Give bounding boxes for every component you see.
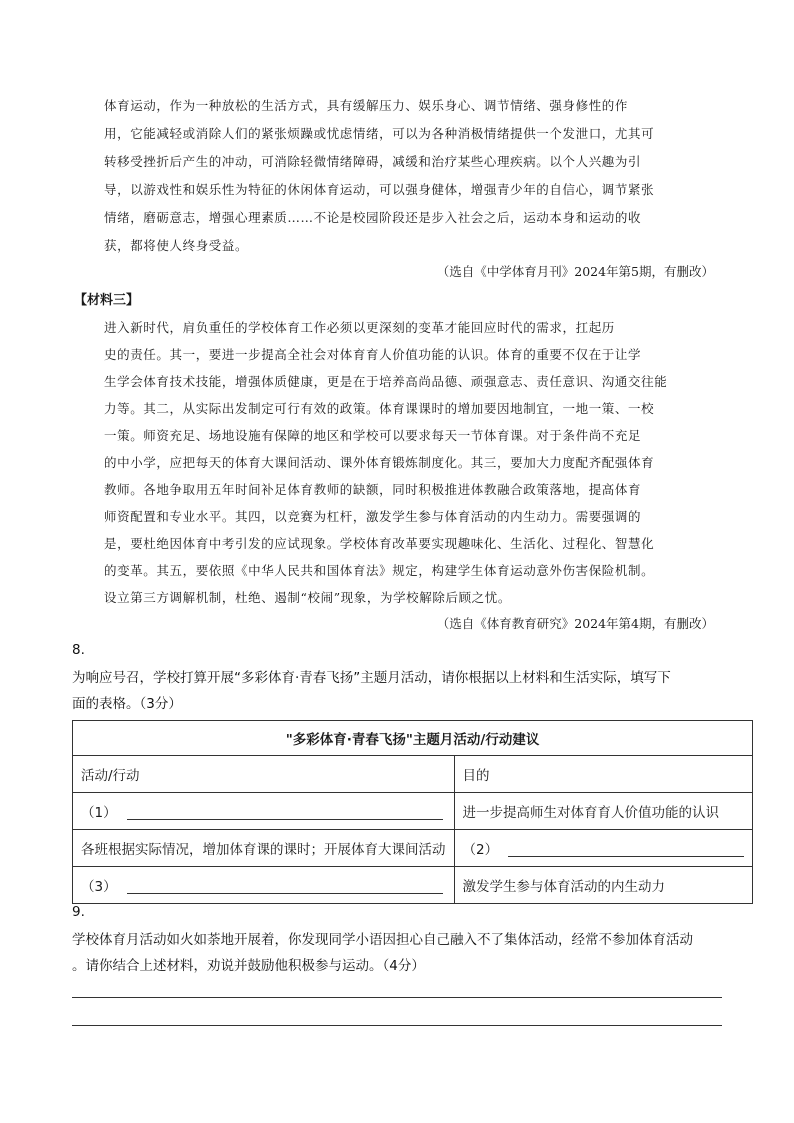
answer-line-2[interactable] [72, 1024, 722, 1026]
column-header-activity: 活动/行动 [73, 756, 455, 793]
material2-line: 导，以游戏性和娱乐性为特征的休闲体育运动，可以强身健体，增强青少年的自信心，调节紧张 [104, 182, 655, 197]
blank-number-3: （3） [81, 879, 117, 895]
table-row [73, 830, 753, 867]
material3-line: 力等。其二，从实际出发制定可行有效的政策。体育课课时的增加要因地制宜，一地一策、一校 [104, 401, 655, 416]
table-title: "多彩体育·青春飞扬"主题月活动/行动建议 [73, 721, 753, 756]
material3-line: 师资配置和专业水平。其四，以竞赛为杠杆，激发学生参与体育活动的内生动力。需要强调的 [104, 509, 642, 524]
material3-line: 的变革。其五，要依照《中华人民共和国体育法》规定，构建学生体育运动意外伤害保险机制。 [104, 563, 655, 578]
answer-blank-3[interactable] [127, 881, 443, 894]
question-9-number: 9. [72, 904, 85, 920]
question-9-prompt-line1: 学校体育月活动如火如荼地开展着，你发现同学小语因担心自己融入不了集体活动，经常不参加体育活动 [72, 932, 693, 948]
material3-line: 史的责任。其一，要进一步提高全社会对体育育人价值功能的认识。体育的重要不仅在于让学 [104, 347, 642, 362]
table-row [73, 793, 753, 830]
purpose-cell-3: 激发学生参与体育活动的内生动力 [454, 867, 753, 904]
material3-line: 设立第三方调解机制，杜绝、遏制“校闹”现象，为学校解除后顾之忧。 [104, 590, 511, 605]
answer-cell-2[interactable] [454, 830, 753, 867]
blank-number-2: （2） [462, 842, 499, 858]
material3-line: 一策。师资充足、场地设施有保障的地区和学校可以要求每天一节体育课。对于条件尚不充足 [104, 428, 642, 443]
material2-source: （选自《中学体育月刊》2024年第5期，有删改） [436, 264, 714, 279]
question-8-prompt-line1: 为响应号召，学校打算开展“多彩体育·青春飞扬”主题月活动，请你根据以上材料和生活实际，填写下 [72, 670, 671, 686]
material2-line: 情绪，磨砺意志，增强心理素质……不论是校园阶段还是步入社会之后，运动本身和运动的收 [104, 210, 642, 225]
blank-number-1: （1） [81, 805, 117, 821]
answer-line-1[interactable] [72, 996, 722, 998]
material3-line: 是，要杜绝因体育中考引发的应试现象。学校体育改革要实现趣味化、生活化、过程化、智慧化 [104, 536, 655, 551]
material3-source: （选自《体育教育研究》2024年第4期，有删改） [436, 616, 714, 631]
answer-cell-1[interactable] [73, 793, 455, 830]
material3-title: 【材料三】 [74, 293, 140, 308]
answer-cell-3[interactable] [73, 867, 455, 904]
material2-line: 获，都将使人终身受益。 [104, 238, 249, 253]
material3-line: 生学会体育技术技能，增强体质健康，更是在于培养高尚品德、顽强意志、责任意识、沟通交往能 [104, 374, 668, 389]
material2-line: 用，它能减轻或消除人们的紧张烦躁或忧虑情绪，可以为各种消极情绪提供一个发泄口，尤其可 [104, 126, 655, 141]
material2-line: 转移受挫折后产生的冲动，可消除轻微情绪障碍，减缓和治疗某些心理疾病。以个人兴趣为引 [104, 154, 642, 169]
purpose-cell-1: 进一步提高师生对体育育人价值功能的认识 [454, 793, 753, 830]
activity-cell-2: 各班根据实际情况，增加体育课的课时；开展体育大课间活动 [73, 830, 455, 867]
question-8-prompt-line2: 面的表格。（3分） [72, 696, 182, 712]
question-8-number: 8. [72, 642, 85, 658]
column-header-purpose: 目的 [454, 756, 753, 793]
material3-line: 进入新时代，肩负重任的学校体育工作必须以更深刻的变革才能回应时代的需求，扛起历 [104, 320, 615, 335]
material2-line: 体育运动，作为一种放松的生活方式，具有缓解压力、娱乐身心、调节情绪、强身修性的作 [104, 98, 629, 113]
activity-plan-table [72, 720, 753, 904]
material3-line: 教师。各地争取用五年时间补足体育教师的缺额，同时积极推进体教融合政策落地，提高体育 [104, 482, 642, 497]
answer-blank-1[interactable] [127, 807, 443, 820]
question-9-prompt-line2: 。请你结合上述材料，劝说并鼓励他积极参与运动。（4分） [72, 958, 425, 974]
answer-blank-2[interactable] [508, 844, 744, 857]
material3-line: 的中小学，应把每天的体育大课间活动、课外体育锻炼制度化。其三，要加大力度配齐配强体育 [104, 455, 655, 470]
table-row [73, 867, 753, 904]
